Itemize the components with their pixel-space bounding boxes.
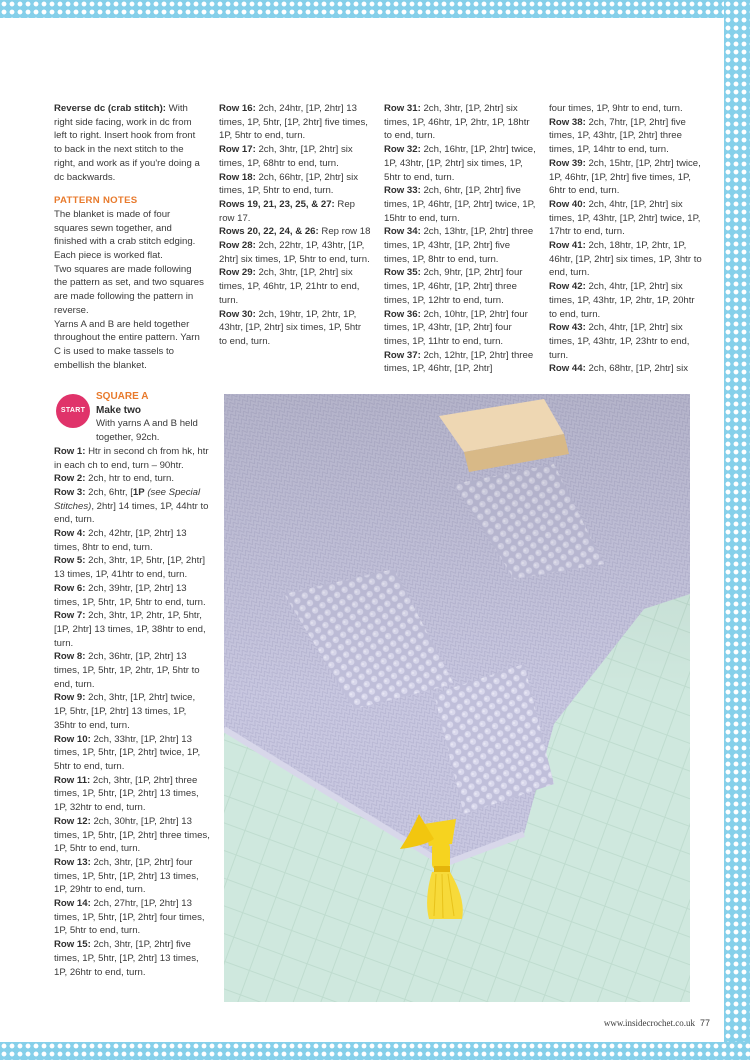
pattern-row: Row 34: 2ch, 13htr, [1P, 2htr] three times, 1P, 43htr, [1P, 2htr] five times, 1P, 8htr to end, turn. (384, 226, 534, 265)
page-border-top (0, 0, 750, 18)
pattern-row: Row 11: 2ch, 3htr, [1P, 2htr] three times, 1P, 5htr, [1P, 2htr] 13 times, 1P, 32htr to end, turn. (54, 774, 199, 814)
pattern-row: Row 12: 2ch, 30htr, [1P, 2htr] 13 times, 1P, 5htr, [1P, 2htr] three times, 1P, 5htr to end, turn. (54, 815, 210, 855)
pattern-row: Row 35: 2ch, 9htr, [1P, 2htr] four times, 1P, 46htr, [1P, 2htr] three times, 1P, 12htr to end, turn. (384, 267, 523, 306)
pattern-row: Row 37: 2ch, 12htr, [1P, 2htr] three times, 1P, 46htr, [1P, 2htr] (384, 349, 534, 375)
pattern-row: Row 18: 2ch, 66htr, [1P, 2htr] six times, 1P, 5htr to end, turn. (219, 171, 359, 197)
pattern-row: Row 7: 2ch, 3htr, 1P, 2htr, 1P, 5htr, [1P, 2htr] 13 times, 1P, 38htr to end, turn. (54, 610, 206, 649)
crab-stitch-paragraph (54, 102, 204, 184)
start-badge: START (56, 394, 90, 428)
pattern-row: Row 28: 2ch, 22htr, 1P, 43htr, [1P, 2htr] six times, 1P, 5htr to end, turn. (219, 240, 370, 265)
pattern-row: Row 3: 2ch, 6htr, [1P (see Special Stitches), 2htr] 14 times, 1P, 44htr to end, turn. (54, 486, 209, 526)
column-1 (54, 102, 204, 372)
pattern-row: Row 38: 2ch, 7htr, [1P, 2htr] five times, 1P, 43htr, [1P, 2htr] three times, 1P, 14htr to end, turn. (549, 116, 686, 156)
pattern-row: Row 9: 2ch, 3htr, [1P, 2htr] twice, 1P, 5htr, [1P, 2htr] 13 times, 1P, 35htr to end, turn. (54, 692, 196, 731)
pattern-row: Row 40: 2ch, 4htr, [1P, 2htr] six times, 1P, 43htr, [1P, 2htr] twice, 1P, 17htr to end, turn. (549, 198, 701, 238)
pattern-notes-heading: PATTERN NOTES (54, 195, 138, 207)
square-a-title: SQUARE A (96, 391, 149, 402)
footer-url: www.insidecrochet.co.uk (603, 1018, 695, 1028)
pattern-row: Row 8: 2ch, 36htr, [1P, 2htr] 13 times, 1P, 5htr, 1P, 2htr, 1P, 5htr to end, turn. (54, 651, 200, 690)
pattern-row: Row 1: Htr in second ch from hk, htr in each ch to end, turn – 90htr. (54, 445, 209, 471)
pattern-row: Row 13: 2ch, 3htr, [1P, 2htr] four times, 1P, 5htr, [1P, 2htr] 13 times, 1P, 29htr to end, turn. (54, 856, 199, 896)
page-border-right (724, 0, 750, 1060)
pattern-row: Row 6: 2ch, 39htr, [1P, 2htr] 13 times, 1P, 5htr, 1P, 5htr to end, turn. (54, 582, 206, 608)
page-footer (560, 1018, 710, 1028)
column-2 (219, 102, 371, 349)
pattern-row: Row 31: 2ch, 3htr, [1P, 2htr] six times, 1P, 46htr, 1P, 2htr, 1P, 18htr to end, turn. (384, 103, 530, 142)
pattern-note: Two squares are made following the pattern as set, and two squares are made following the pattern in reverse. (54, 263, 204, 316)
square-a-intro: With yarns A and B held together, 92ch. (96, 418, 198, 444)
square-a-section (54, 390, 210, 979)
column-4 (549, 102, 705, 376)
pattern-row: Row 17: 2ch, 3htr, [1P, 2htr] six times, 1P, 68htr to end, turn. (219, 144, 353, 169)
square-a-header (54, 390, 210, 445)
column-3 (384, 102, 536, 376)
pattern-row: Row 41: 2ch, 18htr, 1P, 2htr, 1P, 46htr, [1P, 2htr] six times, 1P, 3htr to end, turn. (549, 240, 702, 279)
pattern-row: Row 36: 2ch, 10htr, [1P, 2htr] four times, 1P, 43htr, [1P, 2htr] four times, 1P, 11htr to end, turn. (384, 308, 528, 347)
page-number: 77 (699, 1018, 710, 1028)
page-border-bottom (0, 1042, 750, 1060)
pattern-row: Row 5: 2ch, 3htr, 1P, 5htr, [1P, 2htr] 13 times, 1P, 41htr to end, turn. (54, 555, 206, 581)
pattern-note: Yarns A and B are held together throughout the entire pattern. Yarn C is used to make tassels to embellish the blanket. (54, 318, 200, 371)
pattern-row: Row 32: 2ch, 16htr, [1P, 2htr] twice, 1P, 43htr, [1P, 2htr] six times, 1P, 5htr to end, turn. (384, 144, 536, 183)
pattern-row: Row 16: 2ch, 24htr, [1P, 2htr] 13 times, 1P, 5htr, [1P, 2htr] five times, 1P, 5htr to end, turn. (219, 103, 368, 142)
pattern-row: Rows 19, 21, 23, 25, & 27: Rep row 17. (219, 198, 355, 224)
pattern-row: Row 30: 2ch, 19htr, 1P, 2htr, 1P, 43htr, [1P, 2htr] six times, 1P, 5htr to end, turn. (219, 308, 362, 347)
pattern-row: Rows 20, 22, 24, & 26: Rep row 18 (219, 226, 371, 238)
pattern-row: Row 14: 2ch, 27htr, [1P, 2htr] 13 times, 1P, 5htr, [1P, 2htr] four times, 1P, 5htr to end, turn. (54, 898, 205, 937)
pattern-row: four times, 1P, 9htr to end, turn. (549, 103, 683, 114)
pattern-row: Row 29: 2ch, 3htr, [1P, 2htr] six times, 1P, 46htr, 1P, 21htr to end, turn. (219, 267, 360, 306)
blanket-photo (224, 394, 690, 1002)
square-a-subtitle: Make two (96, 404, 142, 416)
pattern-row: Row 2: 2ch, htr to end, turn. (54, 473, 174, 485)
crab-stitch-title: Reverse dc (crab stitch): (54, 103, 166, 114)
pattern-row: Row 44: 2ch, 68htr, [1P, 2htr] six (549, 363, 689, 375)
pattern-row: Row 4: 2ch, 42htr, [1P, 2htr] 13 times, 8htr to end, turn. (54, 528, 187, 553)
pattern-row: Row 33: 2ch, 6htr, [1P, 2htr] five times, 1P, 46htr, [1P, 2htr] twice, 1P, 15htr to end, turn. (384, 185, 536, 224)
pattern-row: Row 15: 2ch, 3htr, [1P, 2htr] five times, 1P, 5htr, [1P, 2htr] 13 times, 1P, 26htr to end, turn. (54, 939, 199, 978)
pattern-row: Row 10: 2ch, 33htr, [1P, 2htr] 13 times, 1P, 5htr, [1P, 2htr] twice, 1P, 5htr to end, turn. (54, 733, 201, 772)
pattern-row: Row 42: 2ch, 4htr, [1P, 2htr] six times, 1P, 43htr, 1P, 2htr, 1P, 20htr to end, turn. (549, 281, 695, 320)
pattern-note: The blanket is made of four squares sewn together, and finished with a crab stitch edging. Each piece is worked flat. (54, 208, 196, 262)
pattern-row: Row 39: 2ch, 15htr, [1P, 2htr] twice, 1P, 46htr, [1P, 2htr] five times, 1P, 6htr to end, turn. (549, 157, 701, 197)
crab-stitch-text: With right side facing, work in dc from left to right. Insert hook from front to back in the next stitch to the right, and work as if you're doing a dc backwards. (54, 103, 200, 183)
pattern-row: Row 43: 2ch, 4htr, [1P, 2htr] six times, 1P, 43htr, 1P, 23htr to end, turn. (549, 322, 690, 361)
